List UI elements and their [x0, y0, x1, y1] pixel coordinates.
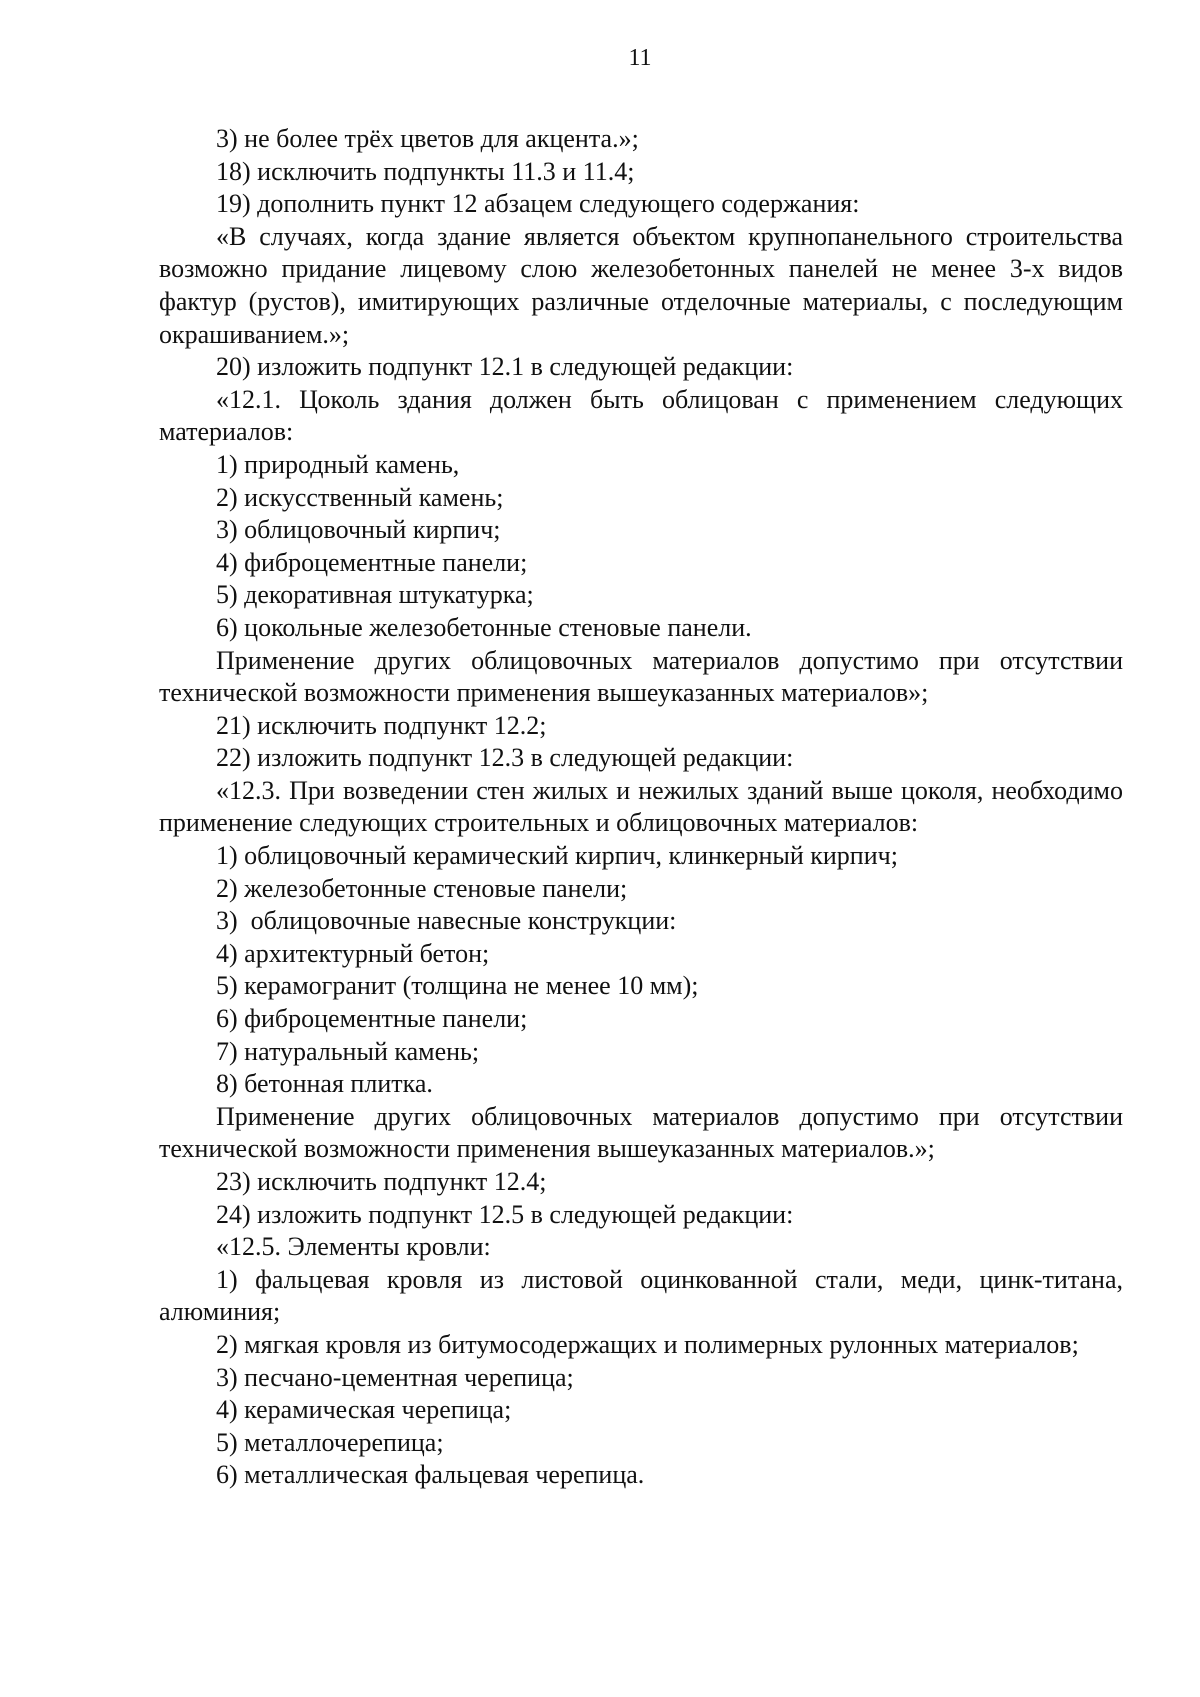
paragraph: 3) не более трёх цветов для акцента.»;	[216, 124, 639, 153]
paragraph: 22) изложить подпункт 12.3 в следующей редакции:	[216, 743, 794, 773]
list-item: 2) железобетонные стеновые панели;	[216, 873, 628, 903]
list-item: 7) натуральный камень;	[216, 1036, 480, 1066]
list-item: 3) облицовочные навесные конструкции:	[216, 906, 677, 936]
list-item: 6) фиброцементные панели;	[216, 1004, 528, 1034]
list-item: 4) керамическая черепица;	[216, 1395, 512, 1425]
paragraph: «12.3. При возведении стен жилых и нежилых зданий выше цоколя, необходимо применение следующих строительных и облицовочных материалов:	[159, 775, 1123, 838]
paragraph: «В случаях, когда здание является объектом крупнопанельного строительства возможно придание лицевому слою железобетонных панелей не менее 3-х видов фактур (рустов), имитирующих различные отделочные материалы, с последующим окрашиванием.»;	[159, 221, 1123, 349]
page-number: 11	[628, 45, 652, 71]
list-item: 1) природный камень,	[216, 449, 460, 479]
list-item: 3) облицовочный кирпич;	[216, 515, 501, 545]
list-item: 2) искусственный камень;	[216, 482, 504, 512]
list-item: 1) фальцевая кровля из листовой оцинкованной стали, меди, цинк-титана, алюминия;	[159, 1264, 1123, 1327]
paragraph: 23) исключить подпункт 12.4;	[216, 1167, 547, 1196]
list-item: 8) бетонная плитка.	[216, 1069, 433, 1099]
paragraph: 24) изложить подпункт 12.5 в следующей редакции:	[216, 1199, 794, 1229]
paragraph: Применение других облицовочных материалов допустимо при отсутствии технической возможности применения вышеуказанных материалов.»;	[159, 1101, 1123, 1164]
paragraph: Применение других облицовочных материалов допустимо при отсутствии технической возможности применения вышеуказанных материалов»;	[159, 645, 1123, 708]
list-item: 4) архитектурный бетон;	[216, 938, 490, 968]
list-item: 1) облицовочный керамический кирпич, клинкерный кирпич;	[216, 841, 898, 871]
paragraph: «12.5. Элементы кровли:	[216, 1232, 491, 1262]
list-item: 6) металлическая фальцевая черепица.	[216, 1460, 645, 1490]
list-item: 5) керамогранит (толщина не менее 10 мм);	[216, 971, 699, 1001]
list-item: 6) цокольные железобетонные стеновые панели.	[216, 612, 752, 642]
list-item: 2) мягкая кровля из битумосодержащих и полимерных рулонных материалов;	[216, 1329, 1079, 1359]
list-item: 5) декоративная штукатурка;	[216, 580, 534, 610]
list-item: 5) металлочерепица;	[216, 1427, 444, 1457]
paragraph: 20) изложить подпункт 12.1 в следующей редакции:	[216, 352, 794, 382]
paragraph: 19) дополнить пункт 12 абзацем следующего содержания:	[216, 189, 860, 219]
paragraph: 21) исключить подпункт 12.2;	[216, 710, 547, 740]
list-item: 4) фиброцементные панели;	[216, 547, 528, 577]
paragraph: 18) исключить подпункты 11.3 и 11.4;	[216, 156, 635, 186]
document-body	[159, 123, 1123, 1492]
list-item: 3) песчано-цементная черепица;	[216, 1362, 574, 1392]
paragraph: «12.1. Цоколь здания должен быть облицован с применением следующих материалов:	[159, 384, 1123, 447]
